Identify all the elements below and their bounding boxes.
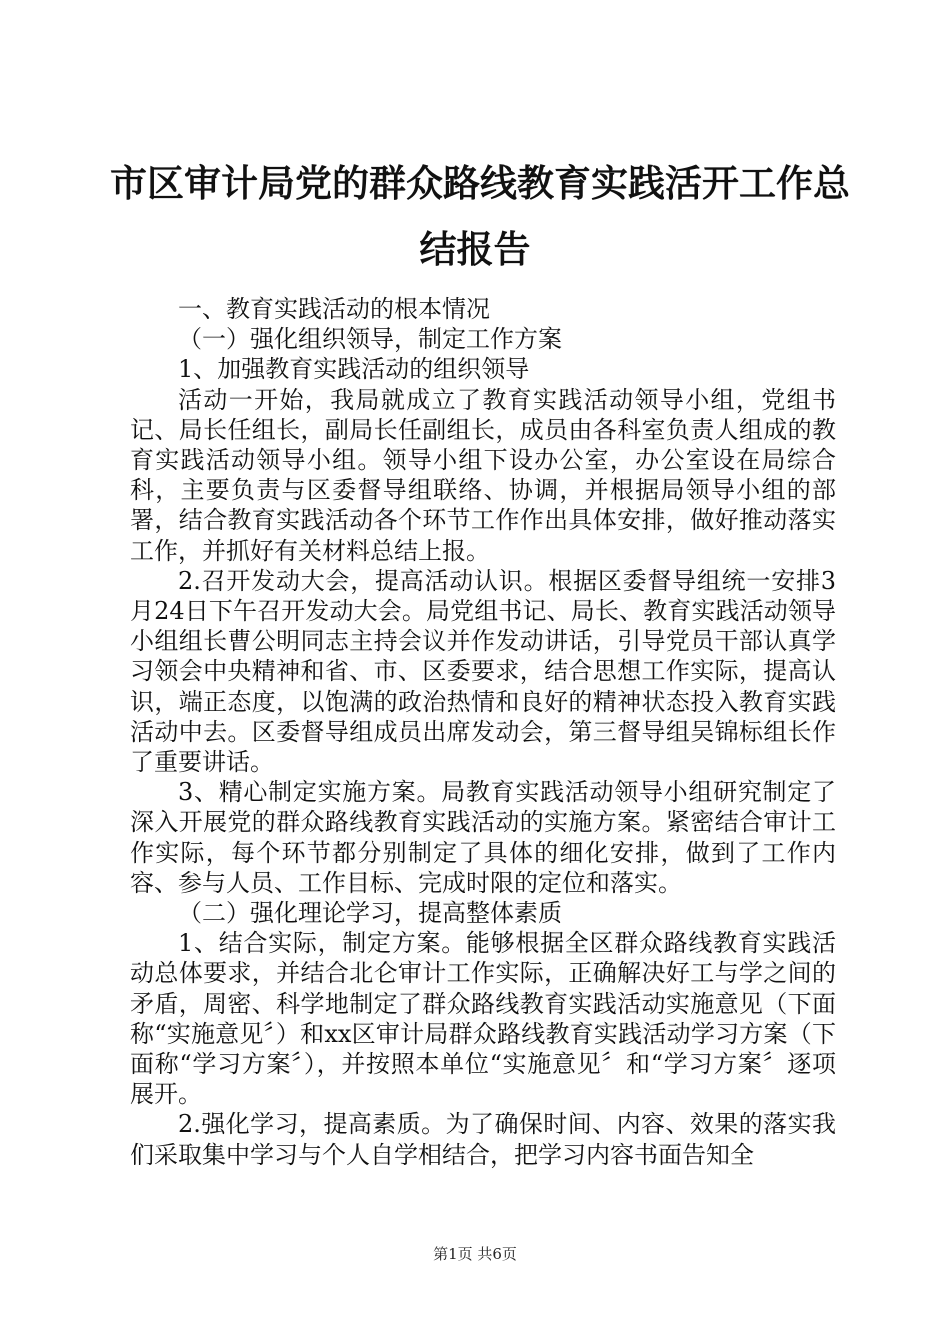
body-paragraph: 2.召开发动大会，提高活动认识。根据区委督导组统一安排3月24日下午召开发动大会。局党组书记、局长、教育实践活动领导小组组长曹公明同志主持会议并作发动讲话，引导党员干部认真学习领会中央精神和省、市、区委要求，结合思想工作实际，提高认识，端正态度，以饱满的政治热情和良好的精神状态投入教育实践活动中去。区委督导组成员出席发动会，第三督导组吴锦标组长作了重要讲话。: [130, 566, 836, 777]
body-paragraph: 3、精心制定实施方案。局教育实践活动领导小组研究制定了深入开展党的群众路线教育实践活动的实施方案。紧密结合审计工作实际，每个环节都分别制定了具体的细化安排，做到了工作内容、参与人员、工作目标、完成时限的定位和落实。: [130, 778, 836, 897]
document-title: [110, 150, 850, 282]
title-line-1: 市区审计局党的群众路线教育实践活开工作总: [110, 161, 850, 205]
section-heading-1: 一、教育实践活动的根本情况: [178, 295, 490, 323]
title-line-2: 结报告: [419, 227, 531, 271]
page-number-footer: 第1页 共6页: [433, 1245, 517, 1263]
body-paragraph: 1、结合实际，制定方案。能够根据全区群众路线教育实践活动总体要求，并结合北仑审计工作实际，正确解决好工与学之间的矛盾，周密、科学地制定了群众路线教育实践活动实施意见（下面称“实施意见〞）和xx区审计局群众路线教育实践活动学习方案（下面称“学习方案〞），并按照本单位“实施意见〞和“学习方案〞逐项展开。: [130, 929, 836, 1109]
subsection-heading-2: （二）强化理论学习，提高整体素质: [178, 899, 562, 928]
body-paragraph: 活动一开始，我局就成立了教育实践活动领导小组，党组书记、局长任组长，副局长任副组长，成员由各科室负责人组成的教育实践活动领导小组。领导小组下设办公室，办公室设在局综合科，主要负责与区委督导组联络、协调，并根据局领导小组的部署，结合教育实践活动各个环节工作作出具体安排，做好推动落实工作，并抓好有关材料总结上报。: [130, 385, 836, 565]
document-body: [130, 294, 836, 1170]
body-paragraph: 2.强化学习，提高素质。为了确保时间、内容、效果的落实我们采取集中学习与个人自学相结合，把学习内容书面告知全: [130, 1110, 836, 1169]
subsection-heading-1: （一）强化组织领导，制定工作方案: [178, 325, 562, 354]
item-heading-1: 1、加强教育实践活动的组织领导: [178, 355, 530, 384]
